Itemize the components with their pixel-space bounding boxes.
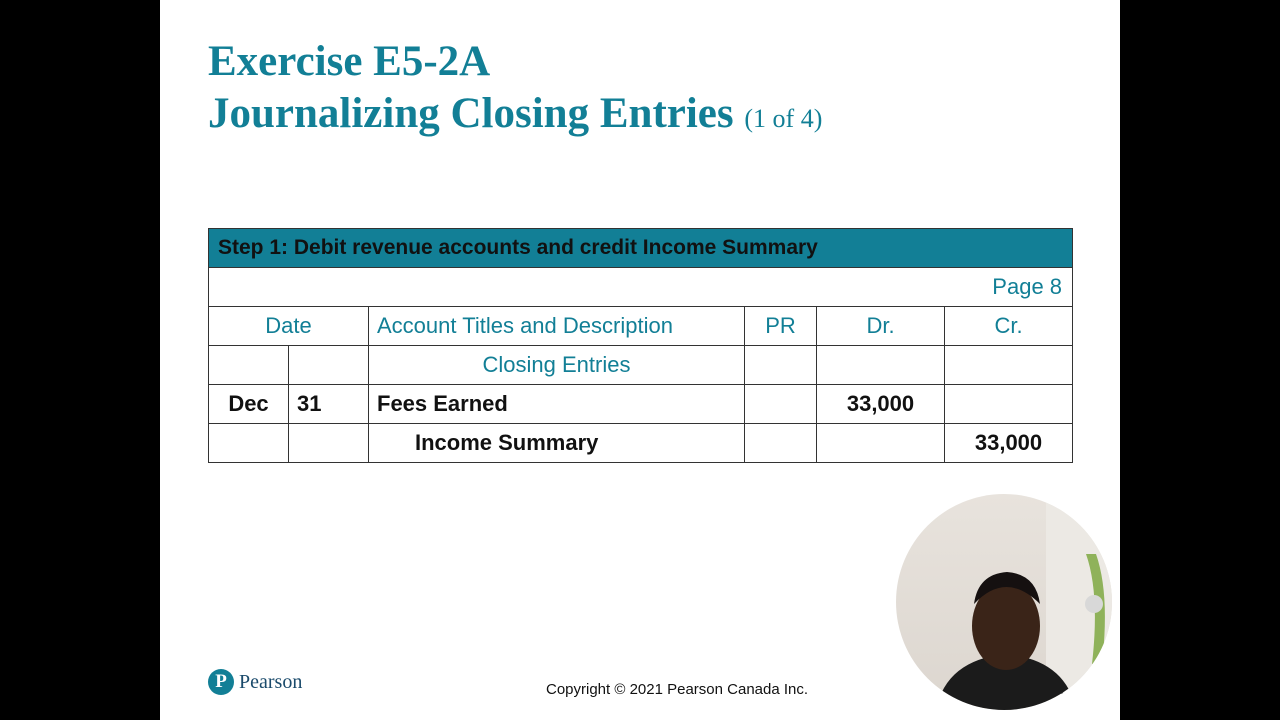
pr-header: PR [745, 307, 817, 346]
step-header-row [209, 229, 1073, 268]
entry-pr [745, 424, 817, 463]
section-row [209, 346, 1073, 385]
empty-cell [289, 346, 369, 385]
entry-credit [945, 385, 1073, 424]
entry-month: Dec [209, 385, 289, 424]
step-text: Step 1: Debit revenue accounts and credit Income Summary [209, 229, 1073, 268]
entry-debit: 33,000 [817, 385, 945, 424]
title-line-1: Exercise E5-2A [208, 38, 491, 85]
debit-header: Dr. [817, 307, 945, 346]
page-row [209, 268, 1073, 307]
presenter-icon [896, 494, 1112, 710]
column-header-row [209, 307, 1073, 346]
journal-entry-row [209, 385, 1073, 424]
credit-header: Cr. [945, 307, 1073, 346]
empty-cell [817, 346, 945, 385]
description-header: Account Titles and Description [369, 307, 745, 346]
general-journal-table [208, 228, 1073, 463]
entry-day: 31 [289, 385, 369, 424]
entry-account: Income Summary [369, 424, 745, 463]
entry-pr [745, 385, 817, 424]
entry-debit [817, 424, 945, 463]
section-label: Closing Entries [369, 346, 745, 385]
title-line-2: Journalizing Closing Entries [208, 90, 734, 137]
copyright-text: Copyright © 2021 Pearson Canada Inc. [546, 681, 809, 698]
page-label: Page 8 [209, 268, 1073, 307]
entry-day [289, 424, 369, 463]
pearson-logo-text: Pearson [239, 670, 303, 693]
empty-cell [945, 346, 1073, 385]
pearson-logo [208, 669, 302, 695]
pearson-logo-icon: P [208, 669, 234, 695]
title-part: (1 of 4) [744, 104, 823, 133]
empty-cell [209, 346, 289, 385]
entry-credit: 33,000 [945, 424, 1073, 463]
entry-month [209, 424, 289, 463]
empty-cell [745, 346, 817, 385]
presenter-webcam-overlay [896, 494, 1112, 710]
slide-title [208, 36, 822, 145]
date-header: Date [209, 307, 369, 346]
entry-account: Fees Earned [369, 385, 745, 424]
journal-entry-row [209, 424, 1073, 463]
